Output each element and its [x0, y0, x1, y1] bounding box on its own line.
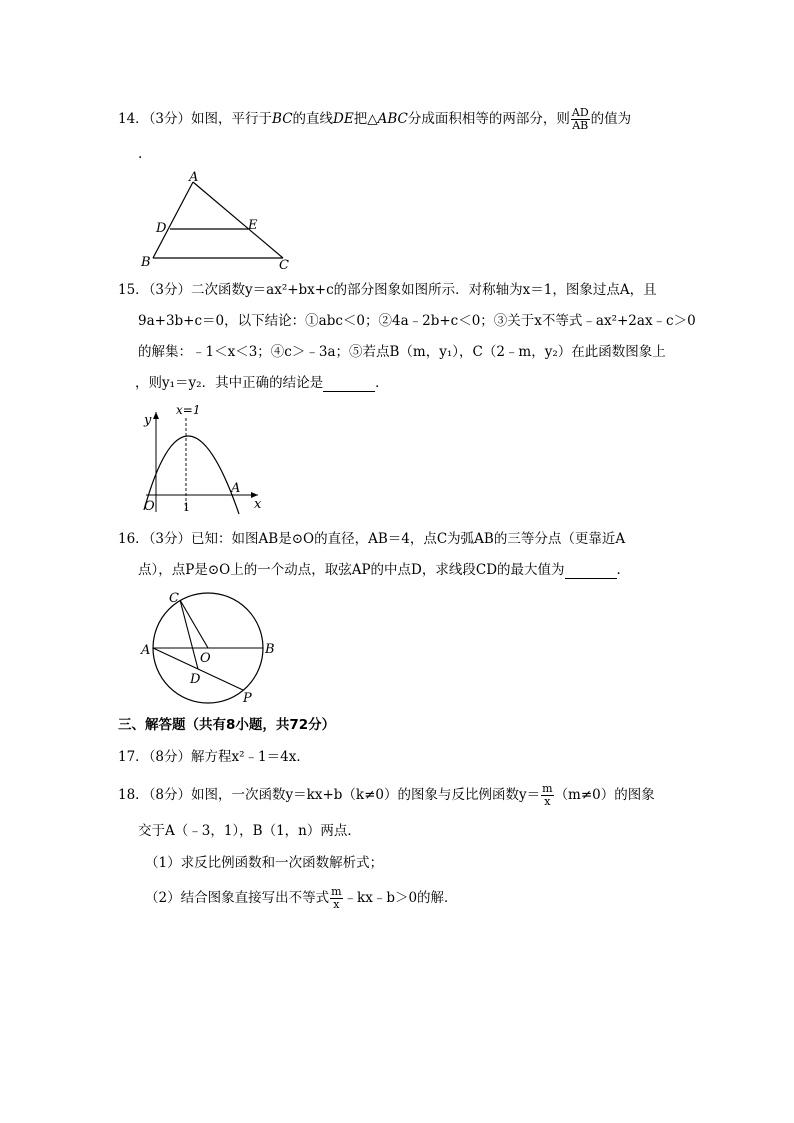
q18-text1b: （m≠0）的图象: [554, 787, 655, 803]
q16-answer-blank: [565, 564, 617, 579]
q14-frac-den: AB: [572, 119, 589, 132]
q15-point-a: A: [231, 481, 241, 496]
q15-text4b: ．: [375, 375, 389, 391]
q18-sub2-text-b: ﹣kx﹣b＞0的解．: [343, 890, 458, 906]
q15-x-label: x: [254, 497, 262, 512]
q14-line2: .: [138, 146, 143, 162]
q14-number: 14．: [118, 111, 149, 127]
q15-line3: 的解集：﹣1＜x＜3；④c＞﹣3a；⑤若点B（m，y₁），C（2﹣m，y₂）在此函数图象上: [138, 344, 666, 360]
q14-frac-num: AD: [571, 106, 589, 119]
q15-origin-label: O: [144, 499, 155, 514]
q14-text-a: 如图，平行于: [191, 111, 273, 127]
q18-score: （8分）: [148, 787, 192, 803]
q14-text-b: 的直线: [292, 111, 334, 127]
q14-text-c: 把△: [353, 111, 378, 127]
q18-sub2-fraction: [330, 886, 342, 911]
q14-abc: ABC: [377, 111, 408, 127]
q15-line1: [118, 281, 657, 299]
q16-number: 16．: [118, 531, 149, 547]
q15-tick-one: 1: [183, 501, 190, 514]
q14-label-c: C: [279, 258, 289, 273]
q14-label-e: E: [248, 218, 258, 233]
q15-text1: 二次函数y＝ax²+bx+c的部分图象如图所示．对称轴为x＝1，图象过点A，且: [191, 282, 657, 298]
q16-label-c: C: [169, 591, 179, 606]
q14-fraction: [571, 107, 590, 132]
q15-axis-of-symmetry-label: x=1: [176, 403, 201, 417]
section3-title: 三、解答题（共有8小题，共72分）: [118, 717, 336, 733]
q15-line4: [135, 374, 389, 392]
q16-score: （3分）: [148, 531, 192, 547]
q15-number: 15．: [118, 282, 149, 298]
q18-number: 18．: [118, 787, 149, 803]
q14-de: DE: [333, 111, 354, 127]
q16-label-o: O: [200, 651, 211, 666]
q16-line2: [138, 561, 630, 579]
q16-circle-figure: [135, 585, 285, 710]
q14-line1: [118, 107, 631, 132]
q14-triangle-figure: [135, 170, 300, 275]
q18-sub1: （1）求反比例函数和一次函数解析式；: [145, 855, 384, 871]
q14-bc: BC: [272, 111, 293, 127]
q16-label-b: B: [265, 642, 275, 657]
q16-text2b: ．: [616, 562, 631, 578]
q14-text-d: 分成面积相等的两部分，则: [407, 111, 570, 127]
q16-text1: 已知：如图AB是⊙O的直径，AB＝4，点C为弧AB的三等分点（更靠近A: [191, 531, 626, 547]
q15-text4a: ，则y₁＝y₂．其中正确的结论是: [135, 375, 324, 391]
q14-text-e: 的值为: [590, 111, 632, 127]
q16-label-p: P: [243, 691, 252, 706]
q16-line1: [118, 530, 625, 548]
q15-answer-blank: [323, 377, 375, 392]
q17-number: 17．: [118, 749, 149, 765]
q16-label-d: D: [190, 672, 201, 687]
q18-sub2: [145, 886, 458, 911]
q17-score: （8分）: [148, 749, 192, 765]
q18-frac-num: m: [542, 782, 553, 795]
q18-line1: [118, 783, 655, 808]
q14-label-d: D: [156, 221, 167, 236]
q15-parabola-graph: [138, 400, 268, 515]
q18-sub2-frac-num: m: [331, 885, 342, 898]
q16-text2a: 点），点P是⊙O上的一个动点，取弦AP的中点D，求线段CD的最大值为: [138, 562, 565, 578]
q15-y-label: y: [144, 413, 152, 428]
q17-text: 解方程x²﹣1＝4x．: [191, 749, 310, 765]
q18-text1a: 如图，一次函数y＝kx+b（k≠0）的图象与反比例函数y＝: [191, 787, 541, 803]
q17-line: [118, 748, 310, 766]
q18-line2: 交于A（﹣3，1），B（1，n）两点．: [138, 823, 361, 839]
q15-score: （3分）: [148, 282, 192, 298]
q18-sub2-frac-den: x: [333, 898, 340, 911]
q14-label-b: B: [141, 255, 151, 270]
q16-label-a: A: [141, 643, 151, 658]
q18-sub2-text-a: （2）结合图象直接写出不等式: [145, 890, 330, 906]
q14-score: （3分）: [148, 111, 192, 127]
q14-label-a: A: [189, 170, 199, 185]
q18-fraction: [541, 783, 553, 808]
q15-line2: 9a+3b+c＝0，以下结论：①abc＜0；②4a﹣2b+c＜0；③关于x不等式﹣ax²+2ax﹣c＞0: [138, 313, 696, 329]
q18-frac-den: x: [544, 795, 551, 808]
